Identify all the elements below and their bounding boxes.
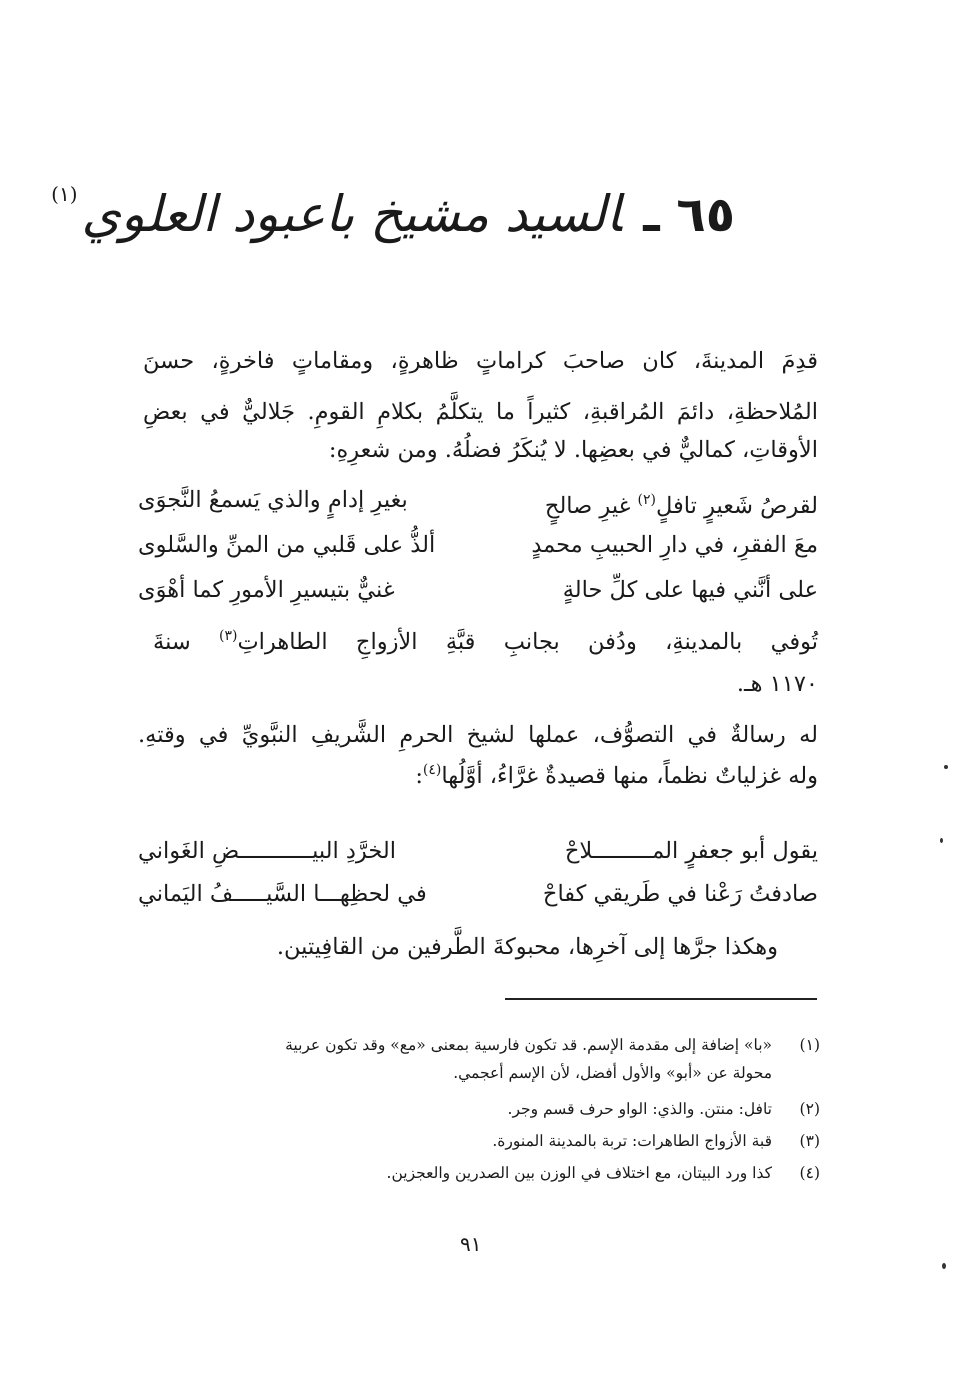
footnote-ref: (٤) — [422, 762, 442, 778]
footnote — [130, 1096, 820, 1122]
works-line: وله غزلياتٌ نظماً، منها قصيدةٌ غرَّاءُ، أوَّلُها$^{(٤)}$: — [415, 762, 818, 789]
entry-name: السيد مشيخ باعبود العلوي — [81, 185, 622, 243]
footnote-divider — [505, 998, 817, 1000]
footnote-ref: (٢) — [637, 492, 657, 508]
scan-speck — [944, 765, 948, 769]
footnote-text: تافل: منتن. والذي: الواو حرف قسم وجر. — [507, 1100, 772, 1118]
footnote-ref: (٣) — [219, 628, 238, 644]
verse-second-hemistich: بغيرِ إدامٍ والذي يَسمعُ النَّجوَى — [138, 487, 408, 513]
verse-first-hemistich: يقول أبو جعفرٍ المـــــــــلاحْ — [564, 838, 818, 864]
death-line: تُوفي بالمدينةِ، ودُفن بجانبِ قبَّةِ الأزواجِ الطاهراتِ$^{(٣)}$ سنةَ — [153, 628, 818, 655]
footnote-mark: (١) — [799, 1036, 820, 1054]
scan-speck — [940, 838, 943, 843]
footnote-continuation: محولة عن «أبو» والأول أفضل، لأن الإسم أعجمي. — [453, 1064, 772, 1082]
scan-speck — [942, 1263, 946, 1269]
footnote — [130, 1128, 820, 1154]
entry-heading — [51, 182, 735, 243]
intro-line: قدِمَ المدينةَ، كان صاحبَ كراماتٍ ظاهرةٍ، ومقاماتٍ فاخرةٍ، حسنَ — [143, 348, 818, 374]
footnote — [130, 1032, 820, 1058]
verse-first-hemistich: لقرصُ شَعيرٍ تافلٍ$^{(٢)}$ غيرِ صالحٍ — [544, 492, 818, 519]
verse-first-hemistich: على أنَّني فيها على كلِّ حالةٍ — [562, 577, 818, 603]
footnote-text: كذا ورد البيتان، مع اختلاف في الوزن بين الصدرين والعجزين. — [386, 1164, 772, 1182]
death-year: ١١٧٠ هـ. — [736, 671, 818, 697]
verse-second-hemistich: ألذُّ على قَلبي من المنِّ والسَّلوى — [138, 532, 436, 558]
verse-first-hemistich: صادفتُ رَعْنا في طَريقي كفاحْ — [542, 881, 818, 907]
verse-second-hemistich: في لحظِهـــا السَّيـــــفُ اليَماني — [138, 881, 427, 907]
entry-number: ٦٥ ـ — [643, 187, 735, 243]
verse-first-hemistich: معَ الفقرِ، في دارِ الحبيبِ محمدٍ — [531, 532, 818, 558]
footnote-mark: (٣) — [799, 1132, 820, 1150]
verse-second-hemistich: غنيٌّ بتيسيرِ الأمورِ كما أهْوَى — [138, 577, 395, 603]
closing-line: وهكذا جرَّها إلى آخرِها، محبوكةَ الطَّرفين من القافِيتين. — [276, 934, 778, 960]
page-number: ٩١ — [460, 1232, 482, 1256]
intro-line: الأوقاتِ، كماليٌّ في بعضِها. لا يُنكَرُ فضلُهُ. ومن شعرِهِ: — [328, 437, 818, 463]
verse-second-hemistich: الخرَّدِ البيـــــــــــضِ الغَواني — [138, 838, 396, 864]
footnote-text: «با» إضافة إلى مقدمة الإسم. قد تكون فارسية بمعنى «مع» وقد تكون عربية — [285, 1036, 772, 1054]
works-line: له رسالةٌ في التصوُّف، عملها لشيخ الحرمِ الشَّريفِ النبَّويِّ في وقتهِ. — [138, 722, 818, 748]
footnote — [130, 1160, 820, 1186]
heading-footnote-ref: (١) — [51, 182, 78, 206]
footnote-text: قبة الأزواج الطاهرات: تربة بالمدينة المنورة. — [492, 1132, 772, 1150]
footnote-mark: (٢) — [799, 1100, 820, 1118]
intro-line: المُلاحظةِ، دائمَ المُراقبةِ، كثيراً ما يتكلَّمُ بكلامِ القومِ. جَلاليٌّ في بعضِ — [143, 399, 818, 425]
footnote-mark: (٤) — [799, 1164, 820, 1182]
